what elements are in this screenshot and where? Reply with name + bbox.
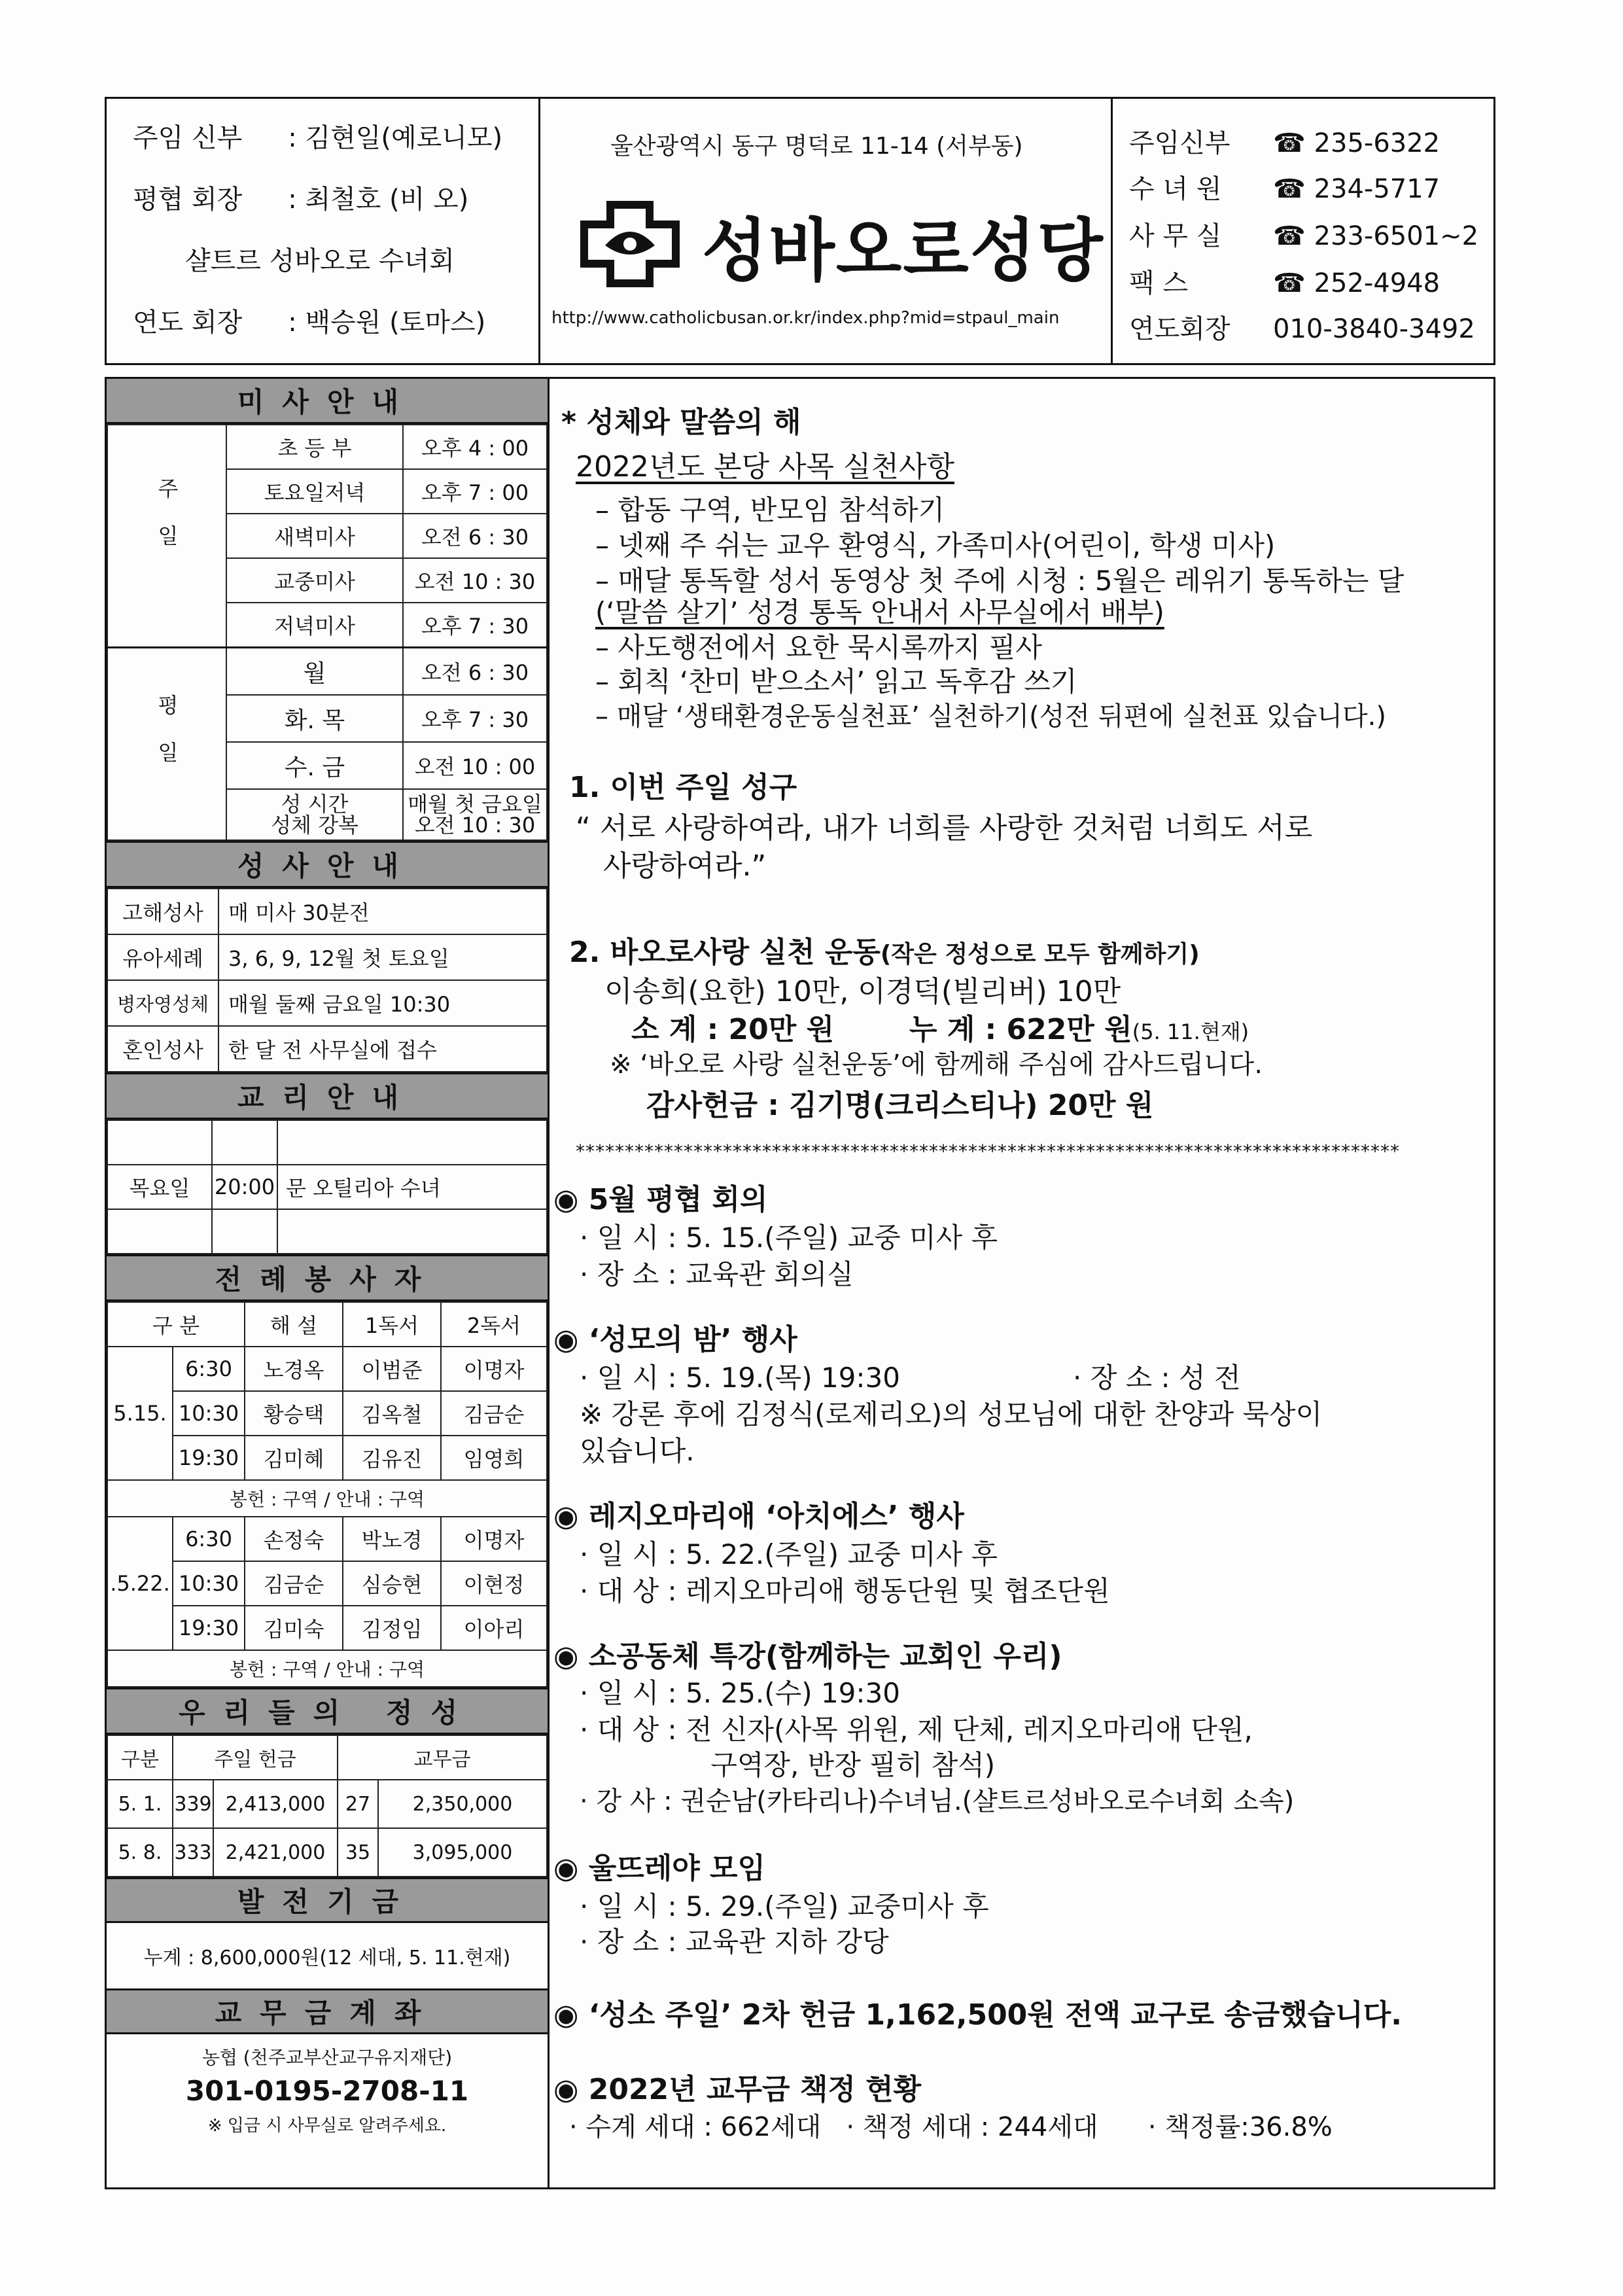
plan-item: (‘말씀 살기’ 성경 통독 안내서 사무실에서 배부) (595, 596, 1164, 628)
column-header: 구 분 (107, 1302, 245, 1347)
dues-amount: 3,095,000 (378, 1828, 547, 1877)
column-header: 해 설 (245, 1302, 343, 1347)
liturgy-time: 19:30 (173, 1606, 245, 1650)
liturgy-time: 10:30 (173, 1391, 245, 1436)
notice-line: · 일 시 : 5. 25.(수) 19:30 (580, 1677, 900, 1709)
sacrament-name: 고해성사 (107, 889, 218, 934)
liturgy-time: 6:30 (173, 1517, 245, 1561)
sacrament-desc: 한 달 전 사무실에 접수 (218, 1026, 547, 1072)
table-row (107, 1828, 547, 1877)
staff-value: 샬트르 성바오로 수녀회 (185, 246, 455, 276)
reader-1: 이범준 (343, 1347, 441, 1391)
mass-schedule-heading: 미사안내 (107, 379, 548, 424)
mass-time: 오후 7 : 30 (403, 695, 547, 742)
table-row (107, 1436, 547, 1480)
mass-name: 성 시간 성체 강복 (226, 789, 403, 840)
table-row (107, 425, 547, 469)
contact-row (1129, 215, 1478, 253)
notice-line: 구역장, 반장 필히 참석) (580, 1749, 996, 1781)
table-row (107, 1735, 547, 1780)
mass-name: 수. 금 (226, 742, 403, 789)
notice-title: ◉ 소공동체 특강(함께하는 교회인 우리) (553, 1640, 1062, 1673)
notice-line: · 수계 세대 : 662세대 · 책정 세대 : 244세대 · 책정률:36.8% (569, 2112, 1333, 2142)
subtotal: 소 계 : 20만 원 (631, 1013, 835, 1046)
sacrament-name: 혼인성사 (107, 1026, 218, 1072)
commentator: 손정숙 (245, 1517, 343, 1561)
table-row (107, 1302, 547, 1347)
mass-time: 오후 4 : 00 (403, 425, 547, 469)
account-note: ※ 입금 시 사무실로 알려주세요. (207, 2116, 447, 2136)
sacrament-desc: 3, 6, 9, 12월 첫 토요일 (218, 934, 547, 980)
mass-name: 초 등 부 (226, 425, 403, 469)
sunday-label-text: 주일 (154, 478, 179, 572)
contact-label: 수 녀 원 (1129, 174, 1222, 204)
liturgy-footer: 봉헌 : 구역 / 안내 : 구역 (107, 1480, 547, 1517)
reader-2: 이명자 (441, 1517, 547, 1561)
notice-line: · 일 시 : 5. 15.(주일) 교중 미사 후 (580, 1222, 998, 1254)
table-row (107, 1026, 547, 1072)
total-value: 누 계 : 622만 원 (909, 1013, 1132, 1046)
staff-pastor (133, 117, 502, 154)
contact-phone: 010-3840-3492 (1273, 314, 1475, 344)
dues-amount: 2,350,000 (378, 1780, 547, 1828)
sunday-label (107, 425, 226, 648)
offering-table (107, 1735, 548, 1877)
mass-schedule-table (107, 424, 548, 841)
contact-row (1129, 168, 1440, 205)
scripture-line: 사랑하여라.” (603, 849, 767, 883)
table-row (107, 1120, 547, 1165)
liturgy-table (107, 1301, 548, 1687)
staff-label: 연도 회장 (133, 308, 243, 338)
reader-2: 이아리 (441, 1606, 547, 1650)
notice-line: · 대 상 : 전 신자(사목 위원, 제 단체, 레지오마리애 단원, (580, 1714, 1253, 1746)
offering-count: 339 (173, 1780, 213, 1828)
reader-1: 심승현 (343, 1561, 441, 1606)
table-row (107, 1165, 547, 1209)
account-bank: 농협 (천주교부산교구유지재단) (201, 2047, 453, 2068)
notice-title: ◉ 5월 평협 회의 (553, 1183, 768, 1216)
contact-label: 연도회장 (1129, 314, 1230, 344)
mass-time: 오후 7 : 30 (403, 603, 547, 648)
staff-list (107, 99, 540, 363)
column-header: 구분 (107, 1735, 173, 1780)
reader-2: 이현정 (441, 1561, 547, 1606)
catechism-time (212, 1120, 277, 1165)
mass-name: 월 (226, 648, 403, 696)
catechism-desc (277, 1209, 547, 1254)
table-row (107, 980, 547, 1026)
mass-name: 화. 목 (226, 695, 403, 742)
notice-line: ※ 강론 후에 김정식(로제리오)의 성모님에 대한 찬양과 묵상이 (580, 1398, 1323, 1430)
commentator: 김미숙 (245, 1606, 343, 1650)
notice-line: · 일 시 : 5. 22.(주일) 교중 미사 후 (580, 1538, 998, 1570)
table-row (107, 1391, 547, 1436)
offering-heading: 우리들의 정성 (107, 1687, 548, 1735)
mass-time: 매월 첫 금요일 오전 10 : 30 (403, 789, 547, 840)
contact-list (1111, 99, 1493, 363)
notice-title: ◉ ‘성모의 밤’ 행사 (553, 1323, 797, 1356)
notice-line: · 장 소 : 교육관 회의실 (580, 1258, 854, 1290)
table-row (107, 1209, 547, 1254)
commentator: 황승택 (245, 1391, 343, 1436)
staff-convent (185, 240, 455, 277)
reader-1: 김정임 (343, 1606, 441, 1650)
sacrament-table (107, 888, 548, 1072)
catechism-day (107, 1209, 212, 1254)
liturgy-footer: 봉헌 : 구역 / 안내 : 구역 (107, 1650, 547, 1687)
catechism-day: 목요일 (107, 1165, 212, 1209)
contact-row (1129, 308, 1475, 345)
church-identity (538, 99, 1113, 363)
mass-time: 오전 10 : 30 (403, 558, 547, 603)
account-heading: 교무금계좌 (107, 1988, 548, 2034)
year-title: * 성체와 말씀의 해 (561, 406, 801, 439)
masthead (105, 97, 1495, 365)
sidebar (105, 377, 550, 2189)
mass-name: 저녁미사 (226, 603, 403, 648)
reader-2: 이명자 (441, 1347, 547, 1391)
liturgy-date: .5.22. (107, 1517, 173, 1650)
notice-line: · 장 소 : 교육관 지하 강당 (580, 1926, 889, 1958)
mass-time: 오후 7 : 00 (403, 469, 547, 514)
table-row (107, 934, 547, 980)
love-campaign-title-sub: (작은 정성으로 모두 함께하기) (880, 941, 1200, 968)
mass-time: 오전 6 : 30 (403, 514, 547, 558)
donor-line: 이송희(요한) 10만, 이경덕(빌리버) 10만 (604, 975, 1121, 1008)
plan-item: – 매달 ‘생태환경운동실천표’ 실천하기(성전 뒤편에 실천표 있습니다.) (595, 701, 1386, 732)
commentator: 김미혜 (245, 1436, 343, 1480)
sacrament-name: 유아세례 (107, 934, 218, 980)
love-campaign-title-main: 2. 바오로사랑 실천 운동 (569, 936, 881, 969)
sacrament-desc: 매 미사 30분전 (218, 889, 547, 934)
table-row (107, 1650, 547, 1687)
staff-requiem-president (133, 302, 485, 339)
table-row (107, 889, 547, 934)
table-row (107, 1780, 547, 1828)
mass-name: 새벽미사 (226, 514, 403, 558)
staff-label: 평협 회장 (133, 185, 243, 215)
catechism-day (107, 1120, 212, 1165)
weekday-label-text: 평일 (154, 694, 179, 788)
total-note: (5. 11.현재) (1132, 1019, 1249, 1044)
notice-line: · 일 시 : 5. 29.(주일) 교중미사 후 (580, 1890, 989, 1922)
contact-row (1129, 122, 1440, 160)
church-address: 울산광역시 동구 명덕로 11-14 (서부동) (610, 133, 1023, 160)
scripture-title: 1. 이번 주일 성구 (569, 771, 797, 804)
divider: ************************************************************************************ (576, 1140, 1400, 1162)
reader-1: 김유진 (343, 1436, 441, 1480)
liturgy-heading: 전례봉사자 (107, 1254, 548, 1301)
total (909, 1006, 1249, 1048)
staff-value: : 백승원 (토마스) (288, 308, 486, 338)
column-header: 2독서 (441, 1302, 547, 1347)
notice-title: ◉ ‘성소 주일’ 2차 헌금 1,162,500원 전액 교구로 송금했습니다. (553, 1998, 1403, 2032)
contact-label: 팩 스 (1129, 268, 1188, 298)
notice-line: 있습니다. (580, 1435, 695, 1467)
staff-value: : 김현일(예로니모) (288, 123, 503, 153)
catechism-desc (277, 1120, 547, 1165)
mass-time: 오전 6 : 30 (403, 648, 547, 696)
offering-amount: 2,413,000 (213, 1780, 338, 1828)
mass-time: 오전 10 : 00 (403, 742, 547, 789)
notice-title: ◉ 울뜨레야 모임 (553, 1852, 766, 1885)
contact-label: 주임신부 (1129, 128, 1230, 158)
contact-phone: ☎ 252-4948 (1273, 268, 1440, 298)
thanks-note: ※ ‘바오로 사랑 실천운동’에 함께해 주심에 감사드립니다. (610, 1050, 1263, 1080)
column-header: 주일 헌금 (173, 1735, 338, 1780)
mass-name: 교중미사 (226, 558, 403, 603)
notice-line: · 강 사 : 권순남(카타리나)수녀님.(샬트르성바오로수녀회 소속) (580, 1786, 1295, 1816)
offering-count: 333 (173, 1828, 213, 1877)
main-content (550, 377, 1495, 2189)
account-number: 301-0195-2708-11 (185, 2075, 469, 2107)
column-header: 교무금 (338, 1735, 547, 1780)
mass-name: 토요일저녁 (226, 469, 403, 514)
column-header: 1독서 (343, 1302, 441, 1347)
reader-1: 김옥철 (343, 1391, 441, 1436)
catechism-desc: 문 오틸리아 수녀 (277, 1165, 547, 1209)
reader-1: 박노경 (343, 1517, 441, 1561)
catechism-table (107, 1120, 548, 1254)
reader-2: 김금순 (441, 1391, 547, 1436)
reader-2: 임영희 (441, 1436, 547, 1480)
table-row (107, 1347, 547, 1391)
contact-phone: ☎ 234-5717 (1273, 174, 1440, 204)
offering-date: 5. 8. (107, 1828, 173, 1877)
plan-item: – 넷째 주 쉬는 교우 환영식, 가족미사(어린이, 학생 미사) (595, 529, 1276, 561)
love-campaign-title (569, 928, 1200, 970)
contact-phone: ☎ 235-6322 (1273, 128, 1440, 158)
plan-item: – 사도행전에서 요한 묵시록까지 필사 (595, 631, 1042, 663)
contact-label: 사 무 실 (1129, 221, 1222, 251)
table-row (107, 648, 547, 696)
staff-value: : 최철호 (비 오) (288, 185, 469, 215)
catechism-time: 20:00 (212, 1165, 277, 1209)
commentator: 노경옥 (245, 1347, 343, 1391)
table-row (107, 1480, 547, 1517)
contact-row (1129, 262, 1440, 300)
table-row (107, 1561, 547, 1606)
thanks-gift: 감사헌금 : 김기명(크리스티나) 20만 원 (646, 1089, 1154, 1122)
table-row (107, 1517, 547, 1561)
offering-date: 5. 1. (107, 1780, 173, 1828)
commentator: 김금순 (245, 1561, 343, 1606)
notice-title: ◉ 2022년 교무금 책정 현황 (553, 2073, 922, 2106)
dues-count: 35 (338, 1828, 378, 1877)
fund-heading: 발전기금 (107, 1877, 548, 1923)
catechism-time (212, 1209, 277, 1254)
plan-item: – 합동 구역, 반모임 참석하기 (595, 494, 945, 526)
plan-item: – 회칙 ‘찬미 받으소서’ 읽고 독후감 쓰기 (595, 665, 1077, 698)
dues-count: 27 (338, 1780, 378, 1828)
contact-phone: ☎ 233-6501~2 (1273, 221, 1479, 251)
table-row (107, 1606, 547, 1650)
liturgy-time: 10:30 (173, 1561, 245, 1606)
sacrament-heading: 성사안내 (107, 841, 548, 888)
plan-item: – 매달 통독할 성서 동영상 첫 주에 시청 : 5월은 레위기 통독하는 달 (595, 565, 1405, 597)
offering-amount: 2,421,000 (213, 1828, 338, 1877)
notice-line: · 일 시 : 5. 19.(목) 19:30 (580, 1362, 900, 1394)
notice-line: · 대 상 : 레지오마리애 행동단원 및 협조단원 (580, 1575, 1110, 1607)
weekday-label (107, 648, 226, 841)
notice-title: ◉ 레지오마리애 ‘아치에스’ 행사 (553, 1500, 964, 1533)
catechism-heading: 교리안내 (107, 1072, 548, 1120)
liturgy-time: 19:30 (173, 1436, 245, 1480)
church-url[interactable]: http://www.catholicbusan.or.kr/index.php?mid=stpaul_main (551, 308, 1060, 328)
liturgy-time: 6:30 (173, 1347, 245, 1391)
liturgy-date: 5.15. (107, 1347, 173, 1480)
fund-total: 누계 : 8,600,000원(12 세대, 5. 11.현재) (143, 1947, 511, 1969)
scripture-line: “ 서로 사랑하여라, 내가 너희를 사랑한 것처럼 너희도 서로 (576, 811, 1313, 845)
sacrament-desc: 매월 둘째 금요일 10:30 (218, 980, 547, 1026)
staff-council-president (133, 179, 468, 216)
church-name: 성바오로성당 (702, 211, 1104, 291)
church-logo-icon (565, 198, 695, 290)
notice-line: · 장 소 : 성 전 (1073, 1362, 1241, 1394)
plan-title: 2022년도 본당 사목 실천사항 (576, 450, 954, 484)
staff-label: 주임 신부 (133, 123, 243, 153)
sacrament-name: 병자영성체 (107, 980, 218, 1026)
